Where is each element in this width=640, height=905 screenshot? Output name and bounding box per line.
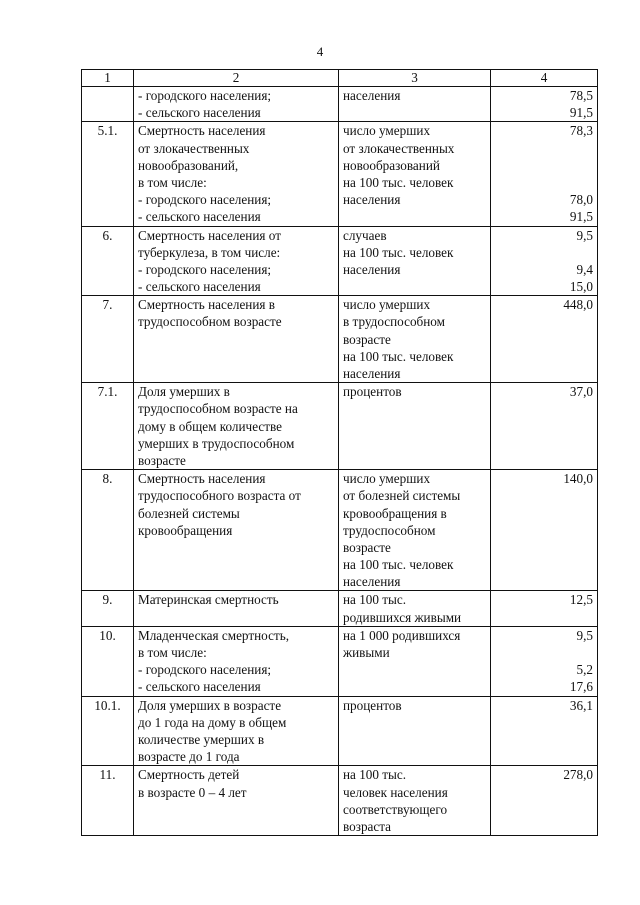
indicator-value-cell <box>491 696 598 766</box>
unit-of-measure-line: число умерших <box>343 123 431 139</box>
unit-of-measure-line: населения <box>343 88 401 103</box>
unit-of-measure-line: населения <box>343 261 401 277</box>
indicator-name-line: в том числе: <box>138 174 207 190</box>
row-number: 10. <box>82 626 134 696</box>
page-number: 4 <box>316 44 324 59</box>
indicator-value-line: 9,4 <box>576 261 593 277</box>
indicator-name-cell <box>134 470 339 591</box>
indicator-value-line: 448,0 <box>563 297 593 313</box>
indicator-value-cell <box>491 470 598 591</box>
table-row <box>82 591 598 626</box>
unit-of-measure-line: трудоспособном <box>343 522 436 538</box>
table-row <box>82 470 598 591</box>
indicator-name-line: Доля умерших в <box>138 384 230 400</box>
indicator-value-line: 78,3 <box>569 123 593 139</box>
unit-of-measure-cell <box>339 470 491 591</box>
unit-of-measure-cell <box>339 591 491 626</box>
indicator-name-cell <box>134 626 339 696</box>
table-row <box>82 296 598 383</box>
row-number: 7.1. <box>82 383 134 470</box>
unit-of-measure-line: процентов <box>343 697 402 713</box>
indicator-value-line: 12,5 <box>569 592 593 608</box>
indicator-value-line <box>495 140 593 157</box>
indicator-value-line: 91,5 <box>569 209 593 225</box>
indicator-value-line: 37,0 <box>569 384 593 400</box>
indicator-value-line: 78,5 <box>569 88 593 103</box>
row-number: 8. <box>82 470 134 591</box>
indicator-value-cell <box>491 766 598 836</box>
indicator-value-line: 9,5 <box>576 227 593 243</box>
indicator-value-line: 140,0 <box>563 471 593 487</box>
indicator-name-line: дому в общем количестве <box>138 418 282 434</box>
indicator-name-line: - городского населения; <box>138 662 272 678</box>
indicator-name-line: Смертность детей <box>138 767 240 783</box>
unit-of-measure-line: возрасте <box>343 331 391 347</box>
indicator-name-cell <box>134 766 339 836</box>
indicator-name-line: - городского населения; <box>138 261 272 277</box>
row-number <box>82 87 134 122</box>
unit-of-measure-line: населения <box>343 192 401 208</box>
indicator-name-line: Доля умерших в возрасте <box>138 697 282 713</box>
unit-of-measure-line: число умерших <box>343 471 431 487</box>
unit-of-measure-line: на 100 тыс. человек <box>343 174 454 190</box>
row-number: 7. <box>82 296 134 383</box>
indicator-name-line: - городского населения; <box>138 88 272 103</box>
indicator-name-cell <box>134 87 339 122</box>
indicator-name-line: возрасте до 1 года <box>138 749 240 765</box>
indicator-name-line: трудоспособном возрасте на <box>138 401 298 417</box>
indicator-name-line: возрасте <box>138 452 186 468</box>
indicator-value-line: 78,0 <box>569 192 593 208</box>
unit-of-measure-cell <box>339 296 491 383</box>
unit-of-measure-line: на 100 тыс. человек <box>343 557 454 573</box>
unit-of-measure-line: возрасте <box>343 539 391 555</box>
indicator-name-line: Смертность населения <box>138 123 266 139</box>
unit-of-measure-cell <box>339 383 491 470</box>
indicator-name-line: Материнская смертность <box>138 592 279 608</box>
indicator-value-line <box>495 157 593 174</box>
indicator-name-line: Смертность населения <box>138 471 266 487</box>
indicator-name-line: новообразований, <box>138 157 239 173</box>
indicator-value-line: 5,2 <box>576 662 593 678</box>
header-cell: 1 <box>82 70 134 87</box>
indicator-value-cell <box>491 626 598 696</box>
indicator-name-line: умерших в трудоспособном <box>138 435 295 451</box>
indicator-value-cell <box>491 226 598 296</box>
unit-of-measure-line: соответствующего <box>343 801 448 817</box>
indicator-name-line: Младенческая смертность, <box>138 627 290 643</box>
indicator-value-cell <box>491 383 598 470</box>
unit-of-measure-line: на 100 тыс. человек <box>343 348 454 364</box>
unit-of-measure-line: случаев <box>343 227 387 243</box>
indicator-name-cell <box>134 383 339 470</box>
table-row <box>82 87 598 122</box>
indicator-value-line <box>495 244 593 261</box>
indicator-name-line: - сельского населения <box>138 209 261 225</box>
indicator-value-cell <box>491 591 598 626</box>
indicator-name-line: туберкулеза, в том числе: <box>138 244 281 260</box>
unit-of-measure-line: на 100 тыс. <box>343 767 407 783</box>
indicator-value-line: 91,5 <box>569 105 593 121</box>
unit-of-measure-line: возраста <box>343 818 392 834</box>
unit-of-measure-cell <box>339 226 491 296</box>
indicator-name-line: Смертность населения в <box>138 297 276 313</box>
indicator-name-line: трудоспособного возраста от <box>138 488 301 504</box>
unit-of-measure-line: на 1 000 родившихся <box>343 627 461 643</box>
indicator-name-line: количестве умерших в <box>138 731 265 747</box>
row-number: 9. <box>82 591 134 626</box>
header-cell: 3 <box>339 70 491 87</box>
indicator-name-line: в том числе: <box>138 645 207 660</box>
unit-of-measure-line: число умерших <box>343 297 431 313</box>
header-cell: 2 <box>134 70 339 87</box>
indicator-name-line: до 1 года на дому в общем <box>138 714 287 730</box>
table-row <box>82 766 598 836</box>
indicator-name-line: трудоспособном возрасте <box>138 314 282 330</box>
unit-of-measure-line: населения <box>343 366 401 381</box>
indicator-value-line <box>495 174 593 191</box>
indicator-value-cell <box>491 296 598 383</box>
header-cell: 4 <box>491 70 598 87</box>
indicator-name-cell <box>134 696 339 766</box>
unit-of-measure-line: в трудоспособном <box>343 314 445 330</box>
indicator-value-cell <box>491 87 598 122</box>
indicator-name-line: в возрасте 0 – 4 лет <box>138 784 247 800</box>
indicator-value-line: 36,1 <box>569 697 593 713</box>
unit-of-measure-line: от болезней системы <box>343 488 461 504</box>
row-number: 6. <box>82 226 134 296</box>
indicator-name-line: - сельского населения <box>138 679 261 695</box>
indicator-value-line <box>495 644 593 661</box>
unit-of-measure-cell <box>339 696 491 766</box>
indicator-name-cell <box>134 296 339 383</box>
table-row <box>82 626 598 696</box>
unit-of-measure-cell <box>339 626 491 696</box>
indicator-name-line: - городского населения; <box>138 192 272 208</box>
row-number: 5.1. <box>82 122 134 226</box>
unit-of-measure-line: на 100 тыс. человек <box>343 244 454 260</box>
indicator-name-cell <box>134 226 339 296</box>
indicator-value-cell <box>491 122 598 226</box>
indicator-value-line: 278,0 <box>563 767 593 783</box>
indicator-name-line: от злокачественных <box>138 140 250 156</box>
table-row <box>82 696 598 766</box>
indicator-name-line: - сельского населения <box>138 105 261 121</box>
table-row <box>82 226 598 296</box>
indicator-value-line: 15,0 <box>569 279 593 295</box>
unit-of-measure-line: на 100 тыс. <box>343 592 407 608</box>
indicator-name-line: - сельского населения <box>138 279 261 295</box>
indicator-name-cell <box>134 591 339 626</box>
indicator-value-line: 9,5 <box>576 627 593 643</box>
indicator-name-line: Смертность населения от <box>138 227 281 243</box>
indicators-table <box>81 69 598 836</box>
unit-of-measure-line: родившихся живыми <box>343 609 462 625</box>
row-number: 10.1. <box>82 696 134 766</box>
indicator-name-cell <box>134 122 339 226</box>
unit-of-measure-line: человек населения <box>343 784 448 800</box>
table-row <box>82 383 598 470</box>
unit-of-measure-line: живыми <box>343 645 390 660</box>
indicator-value-line: 17,6 <box>569 679 593 695</box>
unit-of-measure-cell <box>339 766 491 836</box>
unit-of-measure-cell <box>339 122 491 226</box>
indicator-name-line: кровообращения <box>138 522 233 538</box>
indicator-name-line: болезней системы <box>138 505 240 521</box>
unit-of-measure-line: населения <box>343 574 401 590</box>
table-row <box>82 122 598 226</box>
row-number: 11. <box>82 766 134 836</box>
unit-of-measure-line: от злокачественных <box>343 140 455 156</box>
unit-of-measure-line: кровообращения в <box>343 505 447 521</box>
unit-of-measure-line: новообразований <box>343 157 440 173</box>
unit-of-measure-line: процентов <box>343 384 402 400</box>
unit-of-measure-cell <box>339 87 491 122</box>
table-header-row <box>82 70 598 87</box>
